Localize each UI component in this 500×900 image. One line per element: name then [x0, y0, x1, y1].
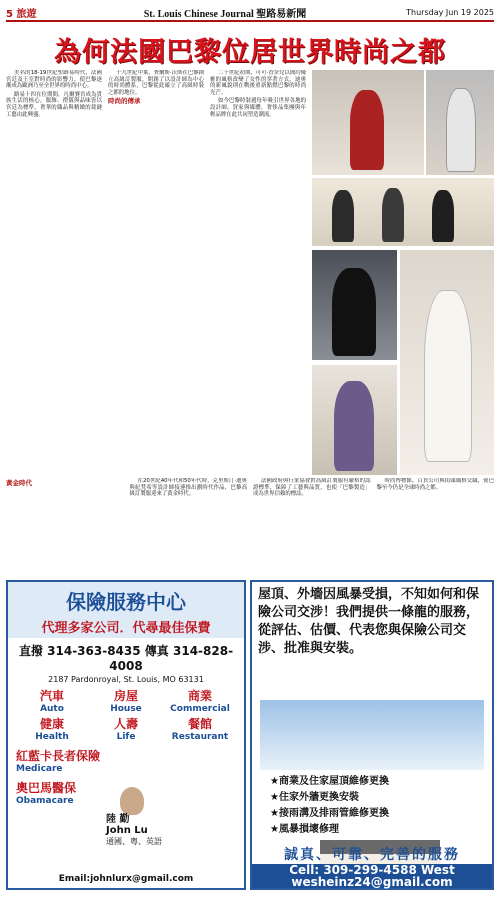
model-figure	[424, 290, 472, 462]
article-paragraph: 時尚博物館、百貨公司與街頭風格交織，使巴黎至今仍是全球時尚之都。	[376, 478, 494, 491]
category-zh: 餐館	[187, 717, 212, 731]
service-motto: 誠真、可靠、完善的服務	[284, 847, 460, 863]
roofing-city: West	[420, 863, 455, 877]
agent-name-zh: 陸 勤	[106, 814, 130, 825]
category-zh: 健康	[39, 717, 64, 731]
phone-label: 直撥	[18, 644, 43, 658]
category-en: Auto	[40, 704, 64, 714]
medicare-en: Medicare	[16, 764, 63, 774]
phone-number: 314-363-8435	[47, 644, 141, 658]
house-photo	[260, 700, 484, 770]
category-item	[90, 690, 162, 716]
category-en: House	[110, 704, 142, 714]
service-list	[266, 772, 486, 840]
section-heading: 時尚的傳承	[108, 97, 141, 106]
obamacare-en: Obamacare	[16, 796, 74, 806]
ad-subline: 代理多家公司．代尋最佳保費	[41, 621, 211, 636]
category-item	[16, 690, 88, 716]
roofing-email[interactable]: wesheinz24@gmail.com	[291, 875, 453, 889]
service-item: ★接雨溝及排雨管維修更換	[270, 808, 389, 819]
obamacare-zh: 奧巴馬醫保	[16, 781, 77, 795]
runway-photo	[312, 365, 397, 475]
agent-email[interactable]: Email:johnlurx@gmail.com	[58, 874, 194, 884]
publication-name: St. Louis Chinese Journal 聖路易新聞	[143, 8, 307, 20]
article-body	[6, 70, 306, 490]
ad-headline: 保險服務中心	[66, 590, 186, 614]
runway-photo	[312, 178, 494, 246]
model-figure	[382, 188, 404, 242]
insurance-categories	[8, 684, 244, 744]
article-paragraph: 在20世紀40年代和50年代時，克里斯汀·迪奧與紀梵希等設計師接連推出劃時代作品，巴黎高級訂製服迎來了黃金時代。	[129, 478, 247, 498]
article-paragraph: 二十世紀初期，可可·香奈兒以簡約優雅的風格改變了女性的穿著方式，迪奧的新風貌則在戰後重新點燃巴黎的時尚光芒。	[210, 70, 306, 96]
runway-photo	[312, 250, 397, 360]
page-number: 5 旅遊	[6, 8, 37, 20]
roofing-phone[interactable]: Cell: 309-299-4588	[289, 863, 417, 877]
roofing-contact	[252, 864, 492, 888]
section-heading: 黃金時代	[6, 479, 32, 487]
category-en: Health	[35, 732, 69, 742]
category-en: Life	[116, 732, 136, 742]
fax-label: 傳真	[144, 644, 169, 658]
agent-languages: 通國、粵、英語	[106, 837, 162, 846]
article-paragraph: 如今巴黎時裝週每年吸引世界各地的設計師、買家與媒體，奢侈品集團與年輕品牌在此共同塑造潮流。	[210, 98, 306, 118]
roofing-ad	[250, 580, 494, 890]
model-figure	[350, 90, 384, 170]
category-item	[16, 718, 88, 744]
article-body-continued	[6, 478, 494, 570]
category-item	[164, 718, 236, 744]
category-en: Commercial	[170, 704, 230, 714]
agent-name-en: John Lu	[106, 825, 148, 836]
fax-number: 314-828-4008	[109, 644, 234, 673]
ad-banner	[8, 582, 244, 638]
phone-line	[8, 642, 244, 673]
category-zh: 人壽	[113, 717, 138, 731]
insurance-ad	[6, 580, 246, 890]
model-figure	[332, 190, 354, 242]
category-item	[164, 690, 236, 716]
category-en: Restaurant	[171, 732, 229, 742]
article-paragraph: 法國政府與行業協會對高級訂製服有嚴格的認證標準，保障了工藝與品質，也使「巴黎製造」成為世界信賴的標誌。	[253, 478, 371, 498]
issue-date: Thursday Jun 19 2025	[406, 7, 494, 17]
article-paragraph: 美名的18-19世紀聖路易時代，法國宮廷及王室對時尚的影響力，使巴黎逐漸成為歐洲乃至全世界的時尚中心。	[6, 70, 102, 90]
article-paragraph: 十九世紀中葉，查爾斯·沃斯在巴黎創立高級訂製服，開創了以設計師為中心的時尚體系，巴黎從此確立了高級時裝之都的地位。	[108, 70, 204, 96]
model-figure	[432, 190, 454, 242]
model-figure	[334, 381, 374, 471]
service-item: ★風暴損壞修理	[270, 824, 339, 835]
article-paragraph: 路易十四在位期間，凡爾賽宮成為貴族生活的核心，服飾、禮儀與品味皆以宮廷為標準，奢華的織品與精緻的裁縫工藝由此興盛。	[6, 91, 102, 118]
category-zh: 商業	[187, 689, 212, 703]
runway-photo	[400, 250, 494, 475]
agent-photo	[120, 787, 144, 815]
model-figure	[332, 268, 376, 356]
service-item: ★商業及住家屋頂維修更換	[270, 776, 389, 787]
service-item: ★住家外牆更換安裝	[270, 792, 359, 803]
page-header	[6, 4, 494, 22]
category-zh: 房屋	[113, 689, 138, 703]
runway-photo	[312, 70, 424, 175]
address: 2187 Pardonroyal, St. Louis, MO 63131	[48, 675, 204, 684]
article-title: 為何法國巴黎位居世界時尚之都	[54, 37, 446, 68]
agent-contact	[106, 814, 242, 847]
category-zh: 汽車	[39, 689, 64, 703]
roofing-headline: 屋頂、外墻因風暴受損，不知如何和保險公司交涉！我們提供一條龍的服務，從評估、估價、代表您與保險公司交涉、批准與安裝。	[258, 587, 480, 656]
medicare-zh: 紅藍卡長者保險	[16, 749, 101, 763]
model-figure	[446, 88, 476, 172]
runway-photo	[426, 70, 494, 175]
category-item	[90, 718, 162, 744]
